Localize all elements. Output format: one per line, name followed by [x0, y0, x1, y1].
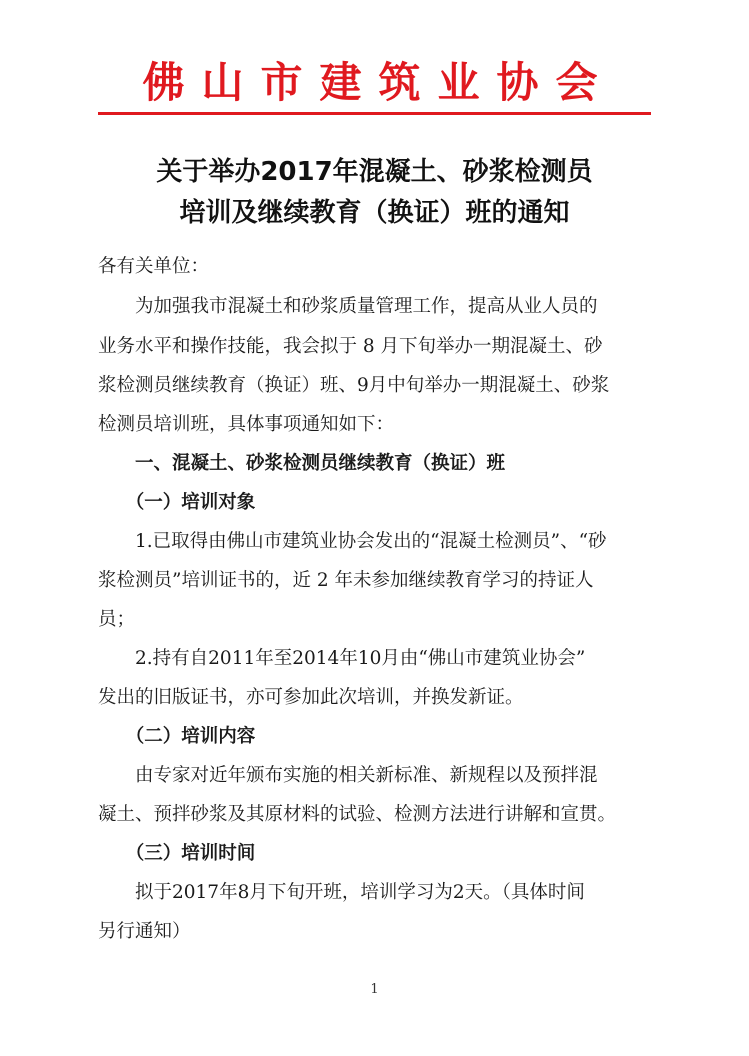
salutation: 各有关单位： — [98, 256, 210, 277]
intro-line-1: 为加强我市混凝土和砂浆质量管理工作，提高从业人员的 — [98, 296, 598, 317]
notice-title-line-2: 培训及继续教育（换证）班的通知 — [179, 198, 570, 228]
sub-1-item-line-4: 2.持有自2011年至2014年10月由“佛山市建筑业协会” — [98, 648, 586, 669]
sub-3-heading: （三）培训时间 — [98, 843, 256, 864]
notice-title-line-1: 关于举办2017年混凝土、砂浆检测员 — [156, 157, 593, 187]
intro-line-3: 浆检测员继续教育（换证）班、9月中旬举办一期混凝土、砂浆 — [98, 375, 610, 396]
sub-2-line-1: 由专家对近年颁布实施的相关新标准、新规程以及预拌混 — [98, 765, 598, 786]
page-number: 1 — [370, 982, 379, 997]
header-divider — [98, 112, 651, 115]
sub-1-item-line-3: 员； — [98, 609, 136, 630]
sub-1-item-line-5: 发出的旧版证书，亦可参加此次培训，并换发新证。 — [98, 687, 524, 708]
organization-header: 佛山市建筑业协会 — [142, 58, 615, 107]
sub-1-heading: （一）培训对象 — [98, 492, 256, 513]
intro-line-4: 检测员培训班，具体事项通知如下： — [98, 414, 395, 435]
sub-1-item-line-1: 1.已取得由佛山市建筑业协会发出的“混凝土检测员”、“砂 — [98, 531, 607, 552]
section-1-heading: 一、混凝土、砂浆检测员继续教育（换证）班 — [98, 453, 506, 474]
intro-line-2: 业务水平和操作技能，我会拟于 8 月下旬举办一期混凝土、砂 — [98, 336, 603, 357]
sub-2-line-2: 凝土、预拌砂浆及其原材料的试验、检测方法进行讲解和宣贯。 — [98, 804, 617, 825]
sub-1-item-line-2: 浆检测员”培训证书的，近 2 年未参加继续教育学习的持证人 — [98, 570, 594, 591]
sub-3-line-1: 拟于2017年8月下旬开班，培训学习为2天。（具体时间 — [98, 882, 585, 903]
sub-2-heading: （二）培训内容 — [98, 726, 256, 747]
sub-3-line-2: 另行通知） — [98, 921, 191, 942]
